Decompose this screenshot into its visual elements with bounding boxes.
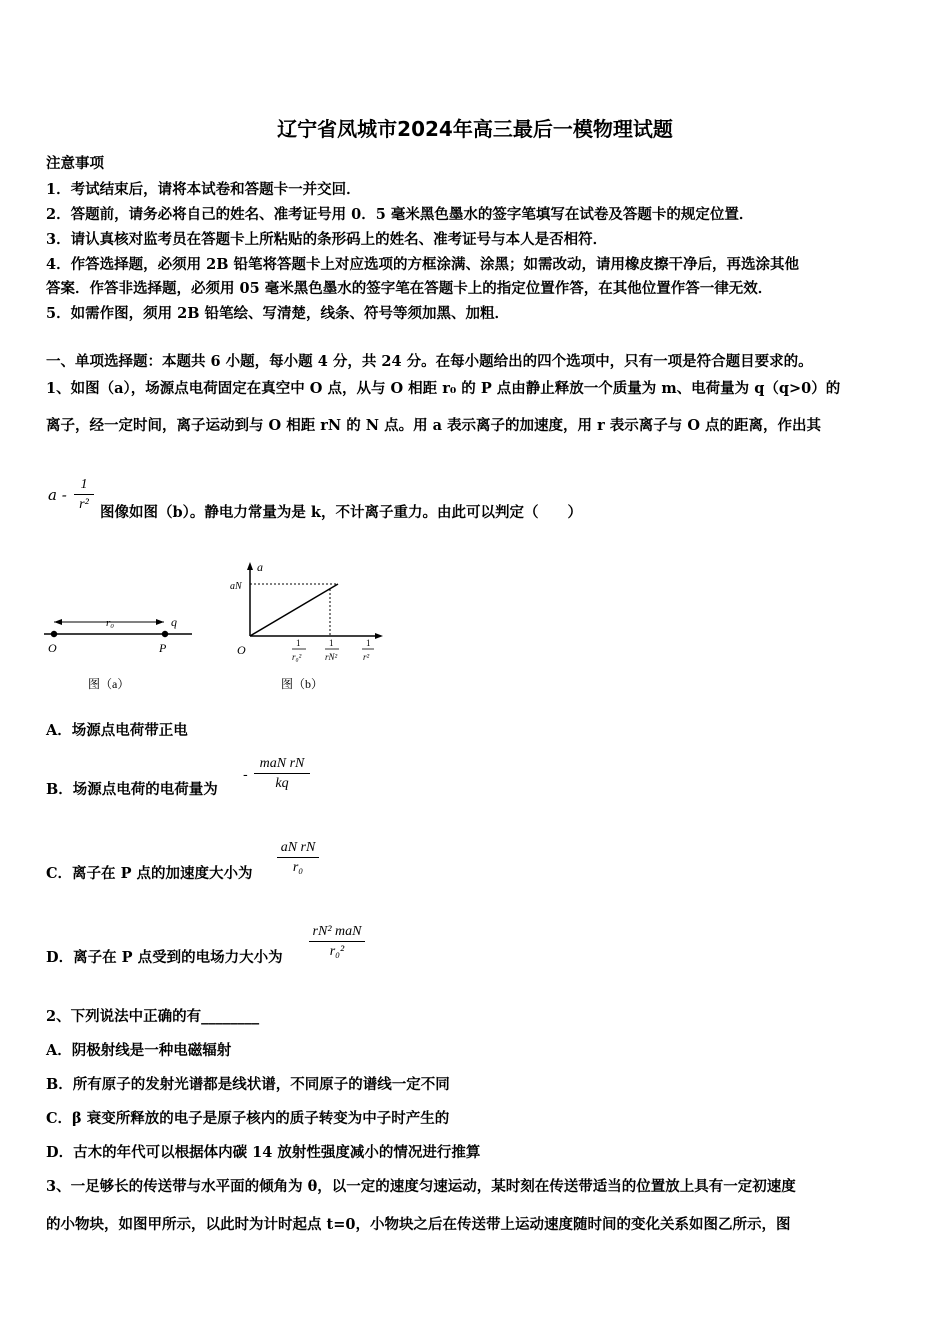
q2-option-d: D．古木的年代可以根据体内碳 14 放射性强度减小的情况进行推算: [46, 1144, 481, 1161]
frac-den: kq: [275, 776, 289, 791]
label-q: q: [171, 615, 177, 629]
option-c-fraction: [277, 839, 319, 876]
tick3-num: 1: [366, 638, 371, 648]
notice-item: 答案．作答非选择题，必须用 05 毫米黑色墨水的签字笔在答题卡上的指定位置作答，在其他位置作答一律无效．: [46, 280, 773, 297]
question-1-line1: 1、如图（a），场源点电荷固定在真空中 O 点，从与 O 相距 r₀ 的 P 点由静止释放一个质量为 m、电荷量为 q（q>0）的: [46, 380, 841, 397]
notice-heading: 注意事项: [46, 155, 104, 172]
figure-b: [225, 560, 390, 695]
fig-b-caption: 图（b）: [281, 677, 324, 691]
frac-den: r₀²: [329, 944, 345, 959]
option-b-fraction: [254, 755, 310, 792]
q2-option-a: A．阴极射线是一种电磁辐射: [46, 1042, 232, 1059]
label-aN: aN: [230, 581, 242, 592]
notice-item: 1．考试结束后，请将本试卷和答题卡一并交回．: [46, 181, 361, 198]
question-3-line2: 的小物块，如图甲所示，以此时为计时起点 t=0，小物块之后在传送带上运动速度随时间的变化关系如图乙所示，图: [46, 1216, 791, 1233]
q2-option-b: B．所有原子的发射光谱都是线状谱，不同原子的谱线一定不同: [46, 1076, 450, 1093]
tick3-den: r²: [363, 652, 370, 662]
label-O: O: [237, 643, 246, 657]
tick1-den: r₀²: [292, 652, 302, 662]
tick2-num: 1: [329, 638, 334, 648]
frac-num: maN rN: [259, 756, 305, 771]
label-P: P: [159, 641, 167, 655]
question-2-stem: 2、下列说法中正确的有________: [46, 1008, 260, 1025]
frac-den: r²: [79, 497, 89, 512]
section-heading: 一、单项选择题：本题共 6 小题，每小题 4 分，共 24 分。在每小题给出的四个选项中，只有一项是符合题目要求的。: [46, 353, 813, 370]
frac-num: 1: [80, 477, 88, 492]
graph-line: [250, 584, 338, 636]
tick1-num: 1: [296, 638, 301, 648]
notice-item: 4．作答选择题，必须用 2B 铅笔将答题卡上对应选项的方框涂满、涂黑；如需改动，请用橡皮擦干净后，再选涂其他: [46, 256, 800, 273]
point-O: [51, 631, 57, 637]
label-r0: r₀: [106, 617, 115, 629]
notice-item: 5．如需作图，须用 2B 铅笔绘、写清楚，线条、符号等须加黑、加粗．: [46, 305, 510, 322]
q1-option-c: C．离子在 P 点的加速度大小为: [46, 865, 253, 882]
label-a: a: [257, 560, 263, 574]
frac-den: r₀: [292, 860, 304, 875]
notice-item: 3．请认真核对监考员在答题卡上所粘贴的条形码上的姓名、准考证号与本人是否相符．: [46, 231, 608, 248]
question-3-line1: 3、一足够长的传送带与水平面的倾角为 θ，以一定的速度匀速运动，某时刻在传送带适当的位置放上具有一定初速度: [46, 1178, 796, 1195]
frac-num: aN rN: [280, 840, 316, 855]
tick2-den: rN²: [325, 652, 338, 662]
q1-option-b: B．场源点电荷的电荷量为: [46, 781, 218, 798]
fraction-one-over-r2: [74, 476, 94, 513]
page-title: 辽宁省凤城市2024年高三最后一模物理试题: [277, 117, 673, 141]
option-d-fraction: [309, 923, 365, 960]
question-1-line3: 图像如图（b）。静电力常量为是 k，不计离子重力。由此可以判定（ ）: [100, 504, 582, 521]
q2-option-c: C．β 衰变所释放的电子是原子核内的质子转变为中子时产生的: [46, 1110, 450, 1127]
figure-a: [40, 610, 200, 700]
option-b-sign: -: [243, 767, 248, 783]
fig-a-caption: 图（a）: [88, 677, 130, 691]
point-P: [162, 631, 168, 637]
question-1-expr: a -: [48, 486, 67, 504]
label-O: O: [48, 641, 57, 655]
q1-option-d: D．离子在 P 点受到的电场力大小为: [46, 949, 283, 966]
notice-item: 2．答题前，请务必将自己的姓名、准考证号用 0．5 毫米黑色墨水的签字笔填写在试卷及答题卡的规定位置．: [46, 206, 754, 223]
frac-num: rN² maN: [312, 924, 362, 939]
question-1-line2: 离子，经一定时间，离子运动到与 O 相距 rN 的 N 点。用 a 表示离子的加速度，用 r 表示离子与 O 点的距离，作出其: [46, 417, 822, 434]
q1-option-a: A．场源点电荷带正电: [46, 722, 188, 739]
